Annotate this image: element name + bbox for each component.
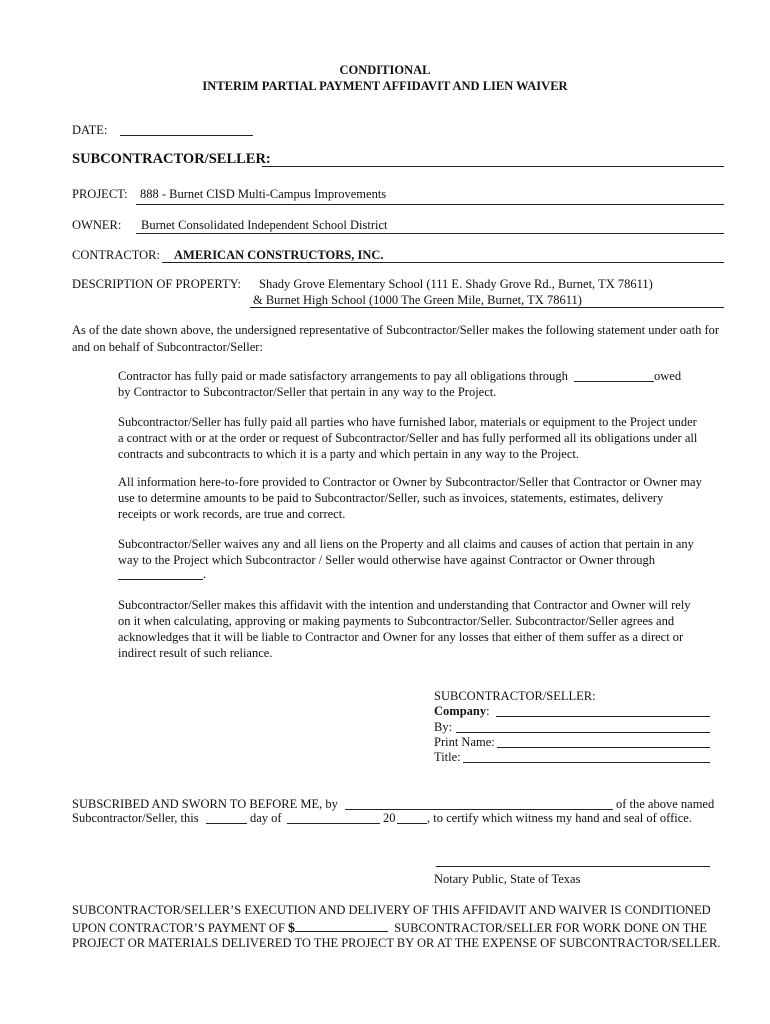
contractor-field[interactable] bbox=[162, 262, 724, 263]
print-name-field[interactable] bbox=[497, 747, 710, 748]
project-value: 888 - Burnet CISD Multi-Campus Improvements bbox=[140, 187, 387, 201]
title-label: Title: bbox=[434, 750, 461, 764]
signature-heading: SUBCONTRACTOR/SELLER: bbox=[434, 689, 596, 703]
date-label: DATE: bbox=[72, 123, 108, 137]
date-field[interactable] bbox=[120, 135, 253, 136]
property-field[interactable] bbox=[250, 307, 724, 308]
owner-label: OWNER: bbox=[72, 218, 122, 232]
contractor-label: CONTRACTOR: bbox=[72, 248, 160, 262]
statement-3-line-3: receipts or work records, are true and correct. bbox=[118, 507, 346, 521]
obligations-through-date-field[interactable] bbox=[574, 381, 654, 382]
title-field[interactable] bbox=[463, 762, 710, 763]
project-label: PROJECT: bbox=[72, 187, 128, 201]
subcontractor-label: SUBCONTRACTOR/SELLER: bbox=[72, 151, 271, 167]
sworn-month-field[interactable] bbox=[287, 823, 380, 824]
statement-5-line-3: acknowledges that it will be liable to Contractor and Owner for any losses that either of them suffer as a direct or bbox=[118, 630, 684, 644]
owner-field[interactable] bbox=[136, 233, 724, 234]
company-label: Company: bbox=[434, 704, 490, 718]
company-field[interactable] bbox=[496, 716, 710, 717]
statement-2-line-2: a contract with or at the order or request of Subcontractor/Seller and has fully performed all its obligations under all bbox=[118, 431, 698, 445]
sworn-year-field[interactable] bbox=[397, 823, 427, 824]
footer-line-2: UPON CONTRACTOR’S PAYMENT OF $ SUBCONTRACTOR/SELLER FOR WORK DONE ON THE bbox=[72, 921, 708, 936]
notary-public-label: Notary Public, State of Texas bbox=[434, 872, 581, 886]
property-label: DESCRIPTION OF PROPERTY: bbox=[72, 277, 241, 291]
statement-5-line-1: Subcontractor/Seller makes this affidavit with the intention and understanding that Contractor and Owner will rely bbox=[118, 598, 691, 612]
document-title: CONDITIONAL bbox=[339, 63, 431, 77]
project-field[interactable] bbox=[136, 204, 724, 205]
property-line-1: Shady Grove Elementary School (111 E. Shady Grove Rd., Burnet, TX 78611) bbox=[259, 277, 653, 291]
intro-line-1: As of the date shown above, the undersigned representative of Subcontractor/Seller makes the following statement under oath for bbox=[72, 323, 720, 337]
document-subtitle: INTERIM PARTIAL PAYMENT AFFIDAVIT AND LIEN WAIVER bbox=[202, 79, 568, 93]
sworn-year-prefix: 20 bbox=[383, 811, 396, 825]
waiver-through-date-field[interactable] bbox=[118, 579, 203, 580]
contractor-value: AMERICAN CONSTRUCTORS, INC. bbox=[174, 248, 384, 262]
statement-4-period: . bbox=[203, 567, 207, 581]
payment-amount-field[interactable] bbox=[295, 919, 388, 932]
print-name-label: Print Name: bbox=[434, 735, 495, 749]
sworn-day-field[interactable] bbox=[206, 823, 247, 824]
statement-1-owed: owed bbox=[654, 369, 682, 383]
statement-1-line-2: by Contractor to Subcontractor/Seller that pertain in any way to the Project. bbox=[118, 385, 497, 399]
sworn-line-2-start: Subcontractor/Seller, this bbox=[72, 811, 199, 825]
dollar-sign: $ bbox=[288, 921, 296, 936]
by-label: By: bbox=[434, 720, 453, 734]
statement-4-line-2: way to the Project which Subcontractor / Seller would otherwise have against Contractor or Owner through bbox=[118, 553, 656, 567]
statement-2-line-1: Subcontractor/Seller has fully paid all parties who have furnished labor, materials or equipment to the Project under bbox=[118, 415, 697, 429]
sworn-line-1-start: SUBSCRIBED AND SWORN TO BEFORE ME, by bbox=[72, 797, 338, 811]
intro-line-2: and on behalf of Subcontractor/Seller: bbox=[72, 340, 263, 354]
by-field[interactable] bbox=[456, 732, 710, 733]
statement-3-line-2: use to determine amounts to be paid to Subcontractor/Seller, such as invoices, statements, estimates, delivery bbox=[118, 491, 664, 505]
sworn-line-1-end: of the above named bbox=[616, 797, 715, 811]
notary-signature-line[interactable] bbox=[436, 866, 710, 867]
subcontractor-field[interactable] bbox=[262, 166, 724, 167]
property-line-2: & Burnet High School (1000 The Green Mile, Burnet, TX 78611) bbox=[253, 293, 582, 307]
footer-line-1: SUBCONTRACTOR/SELLER’S EXECUTION AND DELIVERY OF THIS AFFIDAVIT AND WAIVER IS CONDITIONED bbox=[72, 903, 711, 917]
sworn-line-2-end: , to certify which witness my hand and seal of office. bbox=[427, 811, 692, 825]
statement-3-line-1: All information here-to-fore provided to Contractor or Owner by Subcontractor/Seller that Contractor or Owner may bbox=[118, 475, 702, 489]
footer-line-3: PROJECT OR MATERIALS DELIVERED TO THE PROJECT BY OR AT THE EXPENSE OF SUBCONTRACTOR/SELLER. bbox=[72, 936, 721, 950]
statement-1-line-1: Contractor has fully paid or made satisfactory arrangements to pay all obligations through bbox=[118, 369, 568, 383]
owner-value: Burnet Consolidated Independent School District bbox=[141, 218, 388, 232]
statement-5-line-2: on it when calculating, approving or making payments to Subcontractor/Seller. Subcontractor/Seller agrees and bbox=[118, 614, 675, 628]
sworn-day-of: day of bbox=[250, 811, 282, 825]
statement-5-line-4: indirect result of such reliance. bbox=[118, 646, 273, 660]
statement-2-line-3: contracts and subcontracts to which it is a party and which pertain in any way to the Project. bbox=[118, 447, 579, 461]
statement-4-line-1: Subcontractor/Seller waives any and all liens on the Property and all claims and causes of action that pertain in any bbox=[118, 537, 694, 551]
